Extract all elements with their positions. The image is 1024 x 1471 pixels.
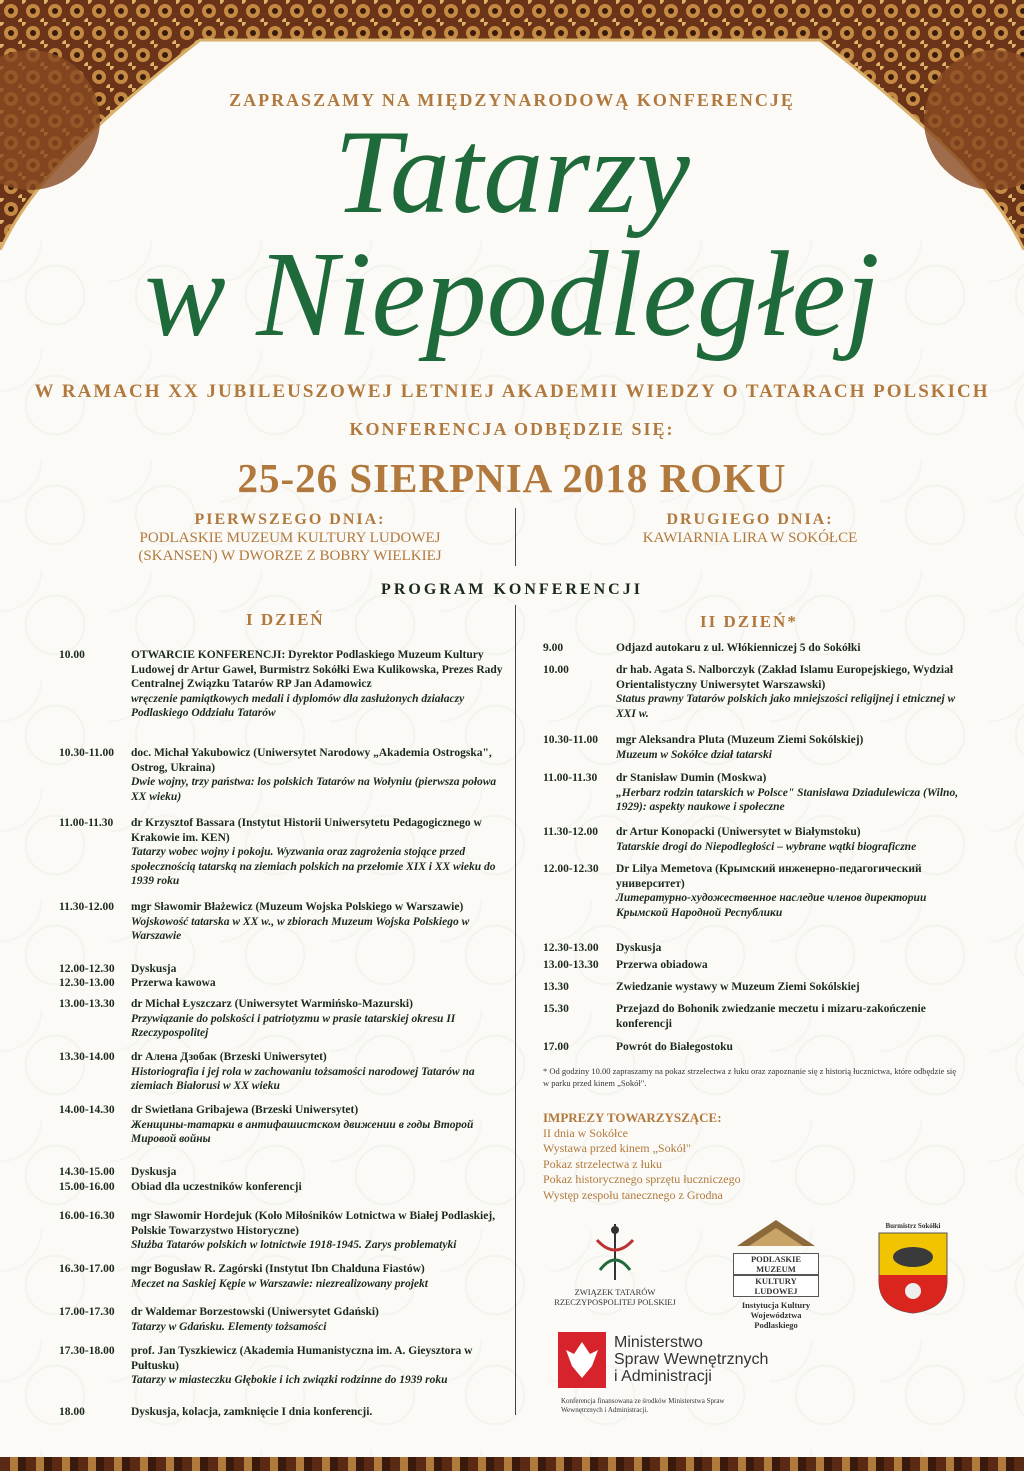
venue-intro: KONFERENCJA ODBĘDZIE SIĘ:	[349, 419, 675, 439]
program-item-title: Dyskusja	[616, 942, 662, 954]
program-item-time: 14.30-15.00	[59, 1166, 115, 1178]
program-item-topic: Status prawny Tatarów polskich jako mniejszości religijnej i etnicznej w XXI w.	[616, 693, 956, 720]
program-item-topic: Tatarskie drogi do Niepodległości – wybrane wątki biograficzne	[616, 840, 917, 853]
program-item-topic: Литературно-художественное наследие членов директории Крымской Народной Республики	[616, 892, 927, 919]
title-line-1: Tatarzy	[334, 105, 690, 238]
program-item-time: 13.30-14.00	[59, 1051, 115, 1063]
program-item-description	[131, 1305, 504, 1334]
program-item-time: 13.00-13.30	[543, 959, 599, 971]
program-item-time: 16.00-16.30	[59, 1210, 115, 1222]
venue-day-1-heading: PIERWSZEGO DNIA:	[194, 511, 386, 528]
program-item-time: 11.00-11.30	[59, 817, 114, 829]
burmistrz-label: Burmistrz Sokółki	[885, 1222, 941, 1230]
program-item-time: 10.00	[59, 649, 85, 661]
program-item-description	[616, 771, 973, 815]
program-item-description	[131, 1262, 504, 1291]
program-item-title: Przerwa kawowa	[131, 977, 216, 989]
program-item-topic: Muzeum w Sokółce dział tatarski	[616, 748, 772, 761]
program-item-description	[616, 1002, 973, 1031]
program-item-description	[616, 941, 973, 956]
program-item-title: prof. Jan Tyszkiewicz (Akademia Humanistyczna im. A. Gieysztora w Pułtusku)	[131, 1345, 473, 1372]
program-title: PROGRAM KONFERENCJI	[381, 581, 643, 598]
program-item-description	[131, 1209, 504, 1253]
program-item-title: dr Swietłana Gribajewa (Brzeski Uniwersytet)	[131, 1104, 359, 1116]
program-item-time: 10.30-11.00	[543, 734, 598, 746]
program-item-time: 12.30-13.00	[543, 942, 599, 954]
program-item-title: Dyskusja, kolacja, zamknięcie I dnia konferencji.	[131, 1406, 373, 1418]
zt-line-2: RZECZYPOSPOLITEJ POLSKIEJ	[554, 1297, 676, 1307]
tatar-crest-icon	[545, 1220, 685, 1282]
program-item-description	[131, 648, 504, 721]
program-item-time: 13.00-13.30	[59, 998, 115, 1010]
program-item-time: 16.30-17.00	[59, 1263, 115, 1275]
program-item-title: dr hab. Agata S. Nalborczyk (Zakład Islamu Europejskiego, Wydział Orientalistyczny Uniwersytet Warszawski)	[616, 664, 954, 691]
program-item-description	[131, 1050, 504, 1094]
day-2-footnote: * Od godziny 10.00 zapraszamy na pokaz strzelectwa z łuku oraz zapoznanie się z historią łucznictwa, które odbędzie się w parku przed kinem „Sokół".	[543, 1066, 957, 1088]
venue-day-1-place: PODLASKIE MUZEUM KULTURY LUDOWEJ (SKANSEN) W DWORZE Z BOBRY WIELKIEJ	[138, 530, 442, 564]
side-event-item: Pokaz historycznego sprzętu łuczniczego	[543, 1172, 741, 1186]
program-item-time: 11.00-11.30	[543, 772, 598, 784]
side-event-item: Pokaz strzelectwa z łuku	[543, 1156, 662, 1171]
venue-day-2-heading: DRUGIEGO DNIA:	[666, 511, 834, 528]
program-item-topic: Wojskowość tatarska w XX w., w zbiorach Muzeum Wojska Polskiego w Warszawie	[131, 915, 470, 942]
program-item-description	[616, 663, 973, 721]
program-item-description	[616, 862, 973, 920]
program-item-time: 17.00-17.30	[59, 1306, 115, 1318]
program-item-description	[131, 1103, 504, 1147]
museum-roof-icon	[733, 1218, 819, 1248]
invite-text: ZAPRASZAMY NA MIĘDZYNARODOWĄ KONFERENCJĘ	[229, 90, 795, 110]
title-line-2: w Niepodległej	[144, 227, 880, 362]
program-item-time: 14.00-14.30	[59, 1104, 115, 1116]
program-item-title: dr Artur Konopacki (Uniwersytet w Białymstoku)	[616, 826, 861, 838]
program-item-description	[131, 1344, 504, 1388]
program-item-topic: „Herbarz rodzin tatarskich w Polsce" Stanisława Dziadulewicza (Wilno, 1929): aspekty naukowe i społeczne	[616, 786, 959, 813]
program-item-description	[616, 1040, 973, 1055]
program-item-time: 12.30-13.00	[59, 977, 115, 989]
program-item-topic: Dwie wojny, trzy państwa: los polskich Tatarów na Wołyniu (pierwsza połowa XX wieku)	[131, 776, 497, 803]
side-events-heading: IMPREZY TOWARZYSZĄCE:	[543, 1110, 722, 1125]
program-item-title: Dyskusja	[131, 1166, 177, 1178]
subtitle: W RAMACH XX JUBILEUSZOWEJ LETNIEJ AKADEMII WIEDZY O TATARACH POLSKICH	[34, 381, 990, 402]
program-item-title: dr Waldemar Borzestowski (Uniwersytet Gdański)	[131, 1306, 379, 1318]
program-item-time: 15.30	[543, 1003, 569, 1015]
program-item-title: Dyskusja	[131, 963, 177, 975]
program-item-title: dr Алена Дзобак (Brzeski Uniwersytet)	[131, 1051, 327, 1063]
logo-zwiazek-tatarow	[545, 1220, 685, 1307]
program-item-title: OTWARCIE KONFERENCJI: Dyrektor Podlaskiego Muzeum Kultury Ludowej dr Artur Gaweł, Burmistrz Sokółki Ewa Kulikowska, Prezes Rady Centralnej Związku Tatarów RP Jan Adamowicz	[131, 649, 503, 690]
program-item-description	[131, 1180, 504, 1195]
logo-ministry	[558, 1332, 778, 1392]
program-item-title: mgr Bogusław R. Zagórski (Instytut Ibn Chalduna Fiastów)	[131, 1263, 425, 1275]
program-item-description	[131, 976, 504, 991]
program-item-time: 17.30-18.00	[59, 1345, 115, 1357]
zt-line-1: ZWIĄZEK TATARÓW	[574, 1287, 656, 1297]
venue-day-1	[110, 511, 470, 565]
program-item-title: dr Krzysztof Bassara (Instytut Historii Uniwersytetu Pedagogicznego w Krakowie im. KEN)	[131, 817, 482, 844]
program-item-description	[131, 900, 504, 944]
program-item-topic: Tatarzy w miasteczku Głębokie i ich związki rodzinne do 1939 roku	[131, 1374, 448, 1386]
program-item-title: Przejazd do Bohonik zwiedzanie meczetu i mizaru-zakończenie konferencji	[616, 1003, 926, 1030]
program-item-title: mgr Sławomir Błażewicz (Muzeum Wojska Polskiego w Warszawie)	[131, 901, 464, 913]
day-2-heading: II DZIEŃ*	[700, 612, 798, 631]
museum-name-1: PODLASKIE MUZEUM	[733, 1253, 819, 1275]
polish-eagle-icon	[558, 1332, 606, 1388]
program-item-title: dr Stanisław Dumin (Moskwa)	[616, 772, 767, 784]
program-item-time: 11.30-12.00	[59, 901, 114, 913]
side-event-item: Wystawa przed kinem „Sokół"	[543, 1141, 691, 1155]
program-item-topic: wręczenie pamiątkowych medali i dyplomów dla zasłużonych działaczy Podlaskiego Oddziału Tatarów	[131, 692, 465, 719]
program-item-description	[616, 641, 973, 656]
program-item-title: Obiad dla uczestników konferencji	[131, 1181, 302, 1193]
conference-date: 25-26 SIERPNIA 2018 ROKU	[237, 455, 787, 501]
program-item-description	[131, 746, 504, 804]
program-item-time: 13.30	[543, 981, 569, 993]
program-item-description	[616, 958, 973, 973]
venue-day-2	[580, 511, 920, 547]
logo-sokolka	[876, 1221, 950, 1320]
program-item-time: 12.00-12.30	[59, 963, 115, 975]
program-item-title: mgr Sławomir Hordejuk (Koło Miłośników Lotnictwa w Białej Podlaskiej, Polskie Towarzystwo Historyczne)	[131, 1210, 496, 1237]
program-item-topic: Tatarzy wobec wojny i pokoju. Wyzwania oraz zagrożenia stojące przed społecznością tatarską na ziemiach polskich na przełomie XIX i XX wieku do 1939 roku	[131, 846, 496, 887]
program-item-time: 15.00-16.00	[59, 1181, 115, 1193]
program-item-description	[131, 1405, 504, 1420]
venue-divider	[515, 508, 516, 566]
museum-caption: Instytucja Kultury Województwa Podlaskiego	[741, 1300, 811, 1330]
ministry-line-3: i Administracji	[614, 1368, 712, 1385]
venue-day-2-place: KAWIARNIA LIRA W SOKÓŁCE	[642, 530, 858, 546]
program-item-time: 10.00	[543, 664, 569, 676]
program-item-time: 17.00	[543, 1041, 569, 1053]
program-item-title: Przerwa obiadowa	[616, 959, 708, 971]
program-divider	[515, 605, 516, 1415]
program-item-title: Dr Lilya Memetova (Крымский инженерно-педагогический университет)	[616, 863, 922, 890]
ministry-line-2: Spraw Wewnętrznych	[614, 1351, 769, 1368]
ornament-footer-border	[0, 1457, 1024, 1471]
program-item-time: 9.00	[543, 642, 564, 654]
side-events	[543, 1110, 741, 1203]
program-item-title: dr Michał Łyszczarz (Uniwersytet Warmińsko-Mazurski)	[131, 998, 413, 1010]
program-item-topic: Służba Tatarów polskich w lotnictwie 1918-1945. Zarys problematyki	[131, 1239, 457, 1251]
program-item-topic: Tatarzy w Gdańsku. Elementy tożsamości	[131, 1320, 327, 1333]
day-1-heading: I DZIEŃ	[246, 610, 325, 629]
program-item-description	[131, 962, 504, 977]
program-item-topic: Meczet na Saskiej Kępie w Warszawie: niezrealizowany projekt	[131, 1277, 428, 1290]
program-item-title: Zwiedzanie wystawy w Muzeum Ziemi Sokólskiej	[616, 981, 860, 993]
program-item-title: doc. Michał Yakubowicz (Uniwersytet Narodowy „Akademia Ostrogska", Ostrog, Ukraina)	[131, 747, 492, 774]
program-item-title: Powrót do Białegostoku	[616, 1041, 733, 1053]
funding-note: Konferencja finansowana ze środków Ministerstwa Spraw Wewnętrznych i Administracji.	[561, 1397, 725, 1414]
program-item-description	[131, 816, 504, 889]
logo-museum	[733, 1218, 819, 1330]
side-event-item: II dnia w Sokółce	[543, 1125, 628, 1140]
program-item-topic: Przywiązanie do polskości i patriotyzmu w prasie tatarskiej okresu II Rzeczypospolitej	[131, 1012, 456, 1039]
program-item-description	[616, 825, 973, 854]
program-item-title: Odjazd autokaru z ul. Włókienniczej 5 do Sokółki	[616, 642, 861, 654]
ministry-line-1: Ministerstwo	[614, 1334, 703, 1351]
museum-name-2: KULTURY LUDOWEJ	[733, 1275, 819, 1297]
program-item-time: 18.00	[59, 1406, 85, 1418]
sokolka-coat-of-arms-icon	[876, 1231, 950, 1315]
side-event-item: Występ zespołu tanecznego z Grodna	[543, 1187, 723, 1202]
program-item-time: 12.00-12.30	[543, 863, 599, 875]
program-item-description	[131, 1165, 504, 1180]
program-item-title: mgr Aleksandra Pluta (Muzeum Ziemi Sokólskiej)	[616, 734, 864, 746]
program-item-topic: Женщины-татарки в антифашистском движении в годы Второй Мировой войны	[131, 1118, 474, 1145]
program-item-description	[131, 997, 504, 1041]
program-item-description	[616, 980, 973, 995]
program-item-description	[616, 733, 973, 762]
program-item-topic: Historiografia i jej rola w zachowaniu tożsamości narodowej Tatarów na ziemiach Białorusi w XX wieku	[131, 1065, 475, 1092]
program-item-time: 11.30-12.00	[543, 826, 598, 838]
program-item-time: 10.30-11.00	[59, 747, 114, 759]
